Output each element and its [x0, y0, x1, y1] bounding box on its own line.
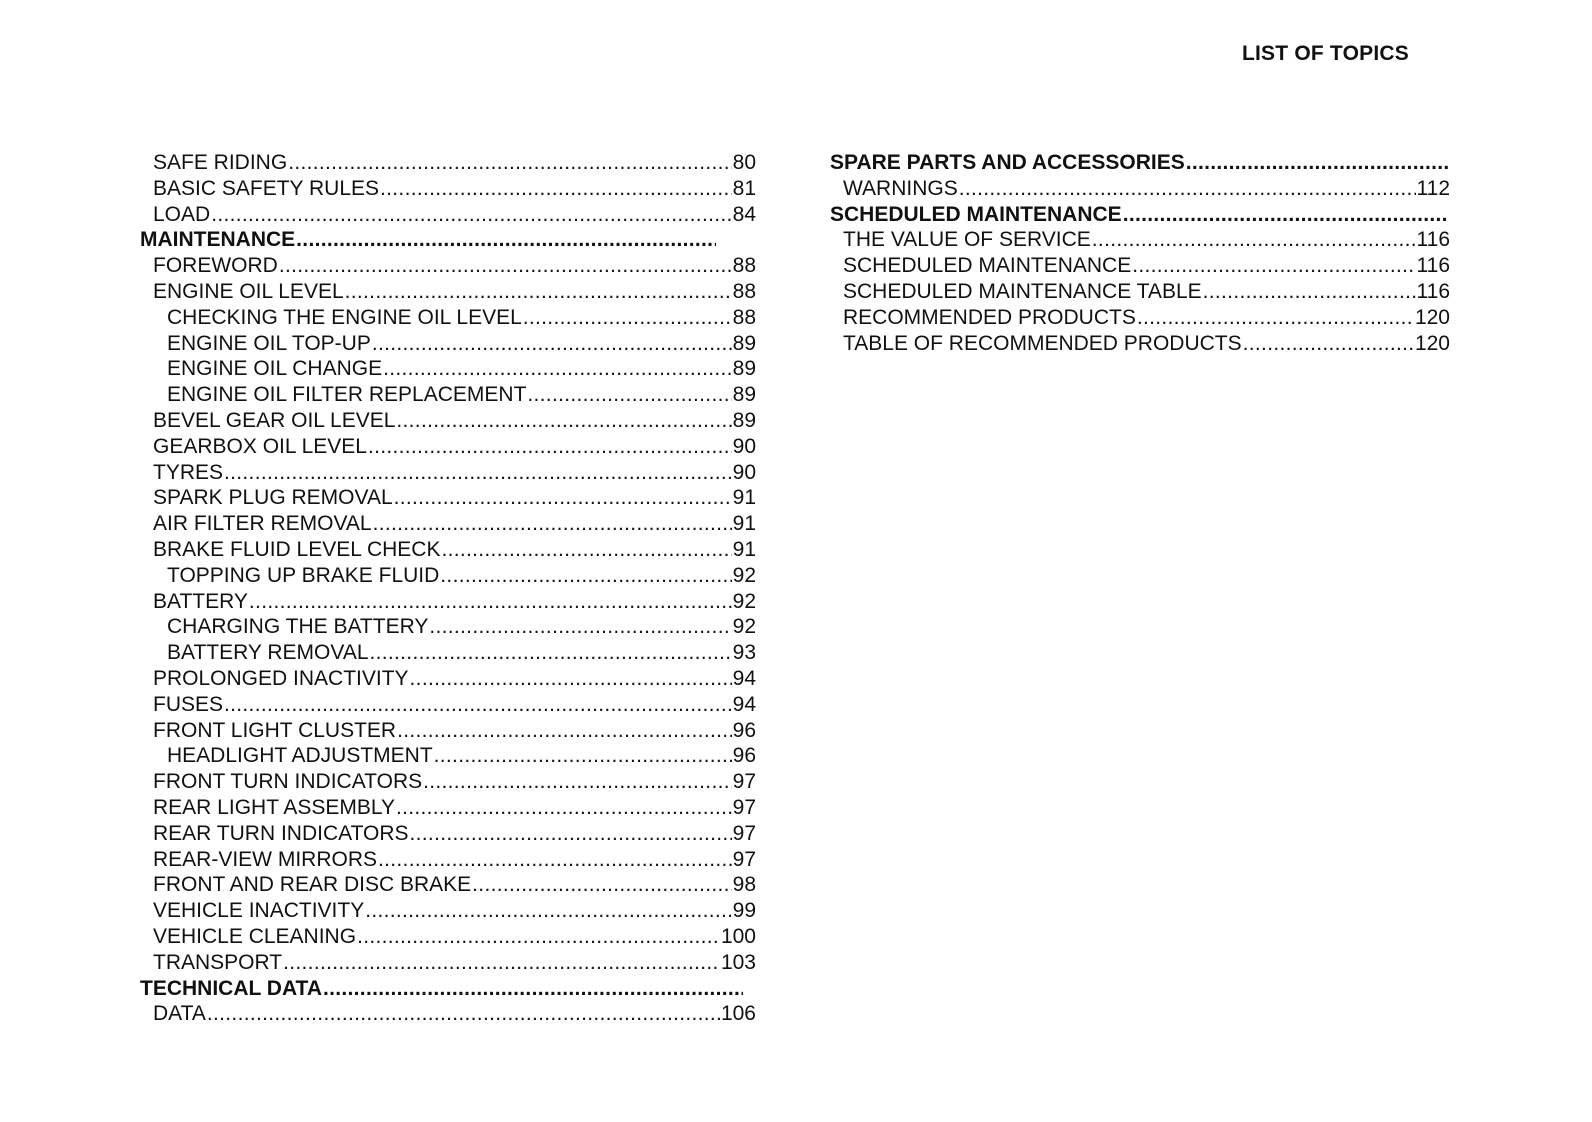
toc-page-number: 97: [732, 770, 756, 794]
toc-page-number: 112: [1416, 176, 1450, 200]
toc-entry-title: TRANSPORT: [153, 950, 283, 974]
toc-dot-leader: [211, 202, 731, 228]
toc-page-number: 89: [732, 331, 756, 355]
toc-entry-title: SAFE RIDING: [153, 151, 288, 174]
toc-dot-leader: [1092, 227, 1416, 253]
toc-page-number: 99: [732, 899, 756, 923]
toc-entry-title: HEADLIGHT ADJUSTMENT: [167, 744, 433, 768]
toc-dot-leader: [373, 511, 732, 537]
toc-page-number: 103: [720, 950, 756, 974]
toc-entry-data[interactable]: [140, 1001, 756, 1027]
toc-entry-scheduled-maintenance-table[interactable]: [830, 279, 1450, 305]
toc-dot-leader: [423, 769, 732, 795]
toc-page-number: 88: [732, 254, 756, 278]
toc-page-number: 93: [732, 641, 756, 665]
toc-entry-vehicle-cleaning[interactable]: [140, 924, 756, 950]
toc-entry-title: ENGINE OIL CHANGE: [167, 357, 383, 381]
toc-dot-leader: [472, 872, 731, 898]
toc-entry-title: BATTERY: [153, 589, 248, 613]
toc-entry-rear-turn-indicators[interactable]: [140, 821, 756, 847]
toc-page-number: 80: [732, 151, 756, 174]
toc-dot-leader: [224, 460, 732, 486]
toc-entry-basic-safety-rules[interactable]: [140, 176, 756, 202]
toc-entry-headlight-adjustment[interactable]: [140, 743, 756, 769]
toc-page-number: 97: [732, 795, 756, 819]
toc-page-number: 90: [732, 460, 756, 484]
toc-entry-title: SCHEDULED MAINTENANCE: [830, 202, 1122, 226]
toc-dot-leader: [527, 382, 731, 408]
toc-entry-rear-view-mirrors[interactable]: [140, 847, 756, 873]
toc-entry-title: FOREWORD: [153, 254, 278, 278]
toc-page-number: 94: [732, 692, 756, 716]
toc-entry-title: REAR LIGHT ASSEMBLY: [153, 795, 395, 819]
toc-entry-title: WARNINGS: [843, 176, 958, 200]
toc-entry-vehicle-inactivity[interactable]: [140, 898, 756, 924]
toc-dot-leader: [440, 563, 731, 589]
toc-dot-leader: [1132, 253, 1415, 279]
toc-dot-leader: [410, 821, 732, 847]
toc-entry-title: THE VALUE OF SERVICE: [843, 228, 1091, 252]
toc-dot-leader: [434, 743, 732, 769]
toc-entry-title: LOAD: [153, 202, 211, 226]
toc-entry-title: SCHEDULED MAINTENANCE TABLE: [843, 279, 1202, 303]
toc-entry-front-turn-indicators[interactable]: [140, 769, 756, 795]
toc-entry-front-light-cluster[interactable]: [140, 718, 756, 744]
toc-entry-title: VEHICLE INACTIVITY: [153, 899, 365, 923]
toc-page-number: 96: [732, 718, 756, 742]
toc-page-number: 92: [732, 563, 756, 587]
toc-entry-title: ENGINE OIL TOP-UP: [167, 331, 371, 355]
toc-dot-leader: [345, 279, 732, 305]
toc-page-number: 106: [720, 1002, 756, 1026]
toc-page-number: 89: [732, 357, 756, 381]
toc-right-column: [830, 150, 1450, 356]
toc-page-number: 97: [732, 847, 756, 871]
toc-dot-leader: [1243, 331, 1414, 357]
toc-entry-air-filter-removal[interactable]: [140, 511, 756, 537]
toc-dot-leader: [523, 305, 732, 331]
toc-entry-checking-the-engine-oil-level[interactable]: [140, 305, 756, 331]
toc-dot-leader: [1203, 279, 1416, 305]
toc-entry-battery[interactable]: [140, 589, 756, 615]
toc-page-number: 91: [732, 486, 756, 510]
toc-entry-title: GEARBOX OIL LEVEL: [153, 434, 367, 458]
toc-dot-leader: [368, 434, 732, 460]
toc-entry-engine-oil-level[interactable]: [140, 279, 756, 305]
toc-page-number: 92: [732, 615, 756, 639]
toc-page-number: 91: [732, 537, 756, 561]
toc-entry-title: TECHNICAL DATA: [140, 976, 322, 1000]
page-title: LIST OF TOPICS: [1242, 42, 1409, 65]
toc-entry-title: VEHICLE CLEANING: [153, 924, 357, 948]
toc-entry-brake-fluid-level-check[interactable]: [140, 537, 756, 563]
toc-dot-leader: [1186, 150, 1449, 176]
toc-entry-title: FUSES: [153, 692, 224, 716]
toc-dot-leader: [383, 356, 732, 382]
toc-entry-topping-up-brake-fluid[interactable]: [140, 563, 756, 589]
toc-page-number: 88: [732, 305, 756, 329]
toc-page-number: 97: [732, 821, 756, 845]
toc-entry-title: BASIC SAFETY RULES: [153, 176, 380, 200]
toc-entry-title: REAR TURN INDICATORS: [153, 821, 409, 845]
toc-page-number: 120: [1414, 331, 1450, 355]
toc-page-number: 81: [732, 176, 756, 200]
toc-entry-title: AIR FILTER REMOVAL: [153, 512, 372, 536]
toc-page-number: 98: [732, 873, 756, 897]
toc-dot-leader: [1123, 202, 1449, 228]
toc-entry-fuses[interactable]: [140, 692, 756, 718]
toc-entry-prolonged-inactivity[interactable]: [140, 666, 756, 692]
toc-entry-title: DATA: [153, 1002, 206, 1026]
toc-page-number: 90: [732, 434, 756, 458]
toc-entry-title: PROLONGED INACTIVITY: [153, 666, 409, 690]
toc-dot-leader: [224, 692, 732, 718]
toc-left-column: [140, 150, 756, 1027]
toc-entry-gearbox-oil-level[interactable]: [140, 434, 756, 460]
toc-entry-title: MAINTENANCE: [140, 228, 296, 252]
toc-page-number: 120: [1414, 305, 1450, 329]
toc-entry-recommended-products[interactable]: [830, 305, 1450, 331]
toc-dot-leader: [1137, 305, 1414, 331]
toc-page-number: 89: [732, 408, 756, 432]
toc-dot-leader: [396, 795, 732, 821]
toc-page-number: 92: [732, 589, 756, 613]
toc-entry-title: RECOMMENDED PRODUCTS: [843, 305, 1136, 329]
toc-dot-leader: [279, 253, 732, 279]
toc-entry-title: BEVEL GEAR OIL LEVEL: [153, 408, 396, 432]
toc-entry-table-of-recommended-products[interactable]: [830, 331, 1450, 357]
toc-entry-foreword[interactable]: [140, 253, 756, 279]
toc-entry-title: FRONT TURN INDICATORS: [153, 770, 423, 794]
toc-entry-spark-plug-removal[interactable]: [140, 485, 756, 511]
toc-dot-leader: [410, 666, 732, 692]
toc-entry-title: TYRES: [153, 460, 224, 484]
toc-entry-rear-light-assembly[interactable]: [140, 795, 756, 821]
toc-dot-leader: [207, 1001, 720, 1027]
toc-page-number: 88: [732, 279, 756, 303]
toc-page-number: 96: [732, 744, 756, 768]
toc-page-number: 91: [732, 512, 756, 536]
toc-dot-leader: [959, 176, 1416, 202]
toc-section-maintenance[interactable]: [140, 227, 756, 253]
toc-section-technical-data[interactable]: [140, 976, 756, 1002]
toc-dot-leader: [397, 718, 732, 744]
toc-entry-title: BATTERY REMOVAL: [167, 641, 369, 665]
toc-entry-charging-the-battery[interactable]: [140, 614, 756, 640]
toc-entry-the-value-of-service[interactable]: [830, 227, 1450, 253]
toc-section-spare-parts-and-accessories[interactable]: [830, 150, 1450, 176]
toc-dot-leader: [365, 898, 731, 924]
toc-page-number: 89: [732, 383, 756, 407]
toc-entry-engine-oil-filter-replacement[interactable]: [140, 382, 756, 408]
toc-dot-leader: [323, 976, 743, 1002]
toc-page-number: 116: [1416, 279, 1450, 303]
toc-dot-leader: [396, 408, 731, 434]
toc-dot-leader: [380, 176, 732, 202]
toc-entry-engine-oil-top-up[interactable]: [140, 331, 756, 357]
toc-entry-title: ENGINE OIL LEVEL: [153, 279, 344, 303]
toc-entry-transport[interactable]: [140, 950, 756, 976]
toc-dot-leader: [283, 950, 720, 976]
toc-dot-leader: [357, 924, 720, 950]
toc-entry-front-and-rear-disc-brake[interactable]: [140, 872, 756, 898]
toc-entry-title: TOPPING UP BRAKE FLUID: [167, 563, 440, 587]
toc-entry-battery-removal[interactable]: [140, 640, 756, 666]
toc-dot-leader: [249, 589, 732, 615]
toc-entry-title: SCHEDULED MAINTENANCE: [843, 254, 1132, 278]
toc-section-scheduled-maintenance[interactable]: [830, 202, 1450, 228]
toc-dot-leader: [429, 614, 731, 640]
toc-entry-warnings[interactable]: [830, 176, 1450, 202]
toc-entry-title: CHARGING THE BATTERY: [167, 615, 429, 639]
toc-page-number: 100: [720, 924, 756, 948]
toc-dot-leader: [378, 847, 732, 873]
toc-entry-load[interactable]: [140, 202, 756, 228]
toc-entry-tyres[interactable]: [140, 460, 756, 486]
toc-entry-engine-oil-change[interactable]: [140, 356, 756, 382]
toc-entry-safe-riding[interactable]: [140, 150, 756, 176]
toc-page-number: 94: [732, 666, 756, 690]
toc-entry-title: REAR-VIEW MIRRORS: [153, 847, 378, 871]
toc-dot-leader: [370, 640, 732, 666]
toc-entry-scheduled-maintenance[interactable]: [830, 253, 1450, 279]
toc-dot-leader: [372, 331, 732, 357]
toc-page-number: 116: [1416, 228, 1450, 252]
toc-entry-title: CHECKING THE ENGINE OIL LEVEL: [167, 305, 522, 329]
toc-entry-title: ENGINE OIL FILTER REPLACEMENT: [167, 383, 527, 407]
toc-page-number: 116: [1416, 254, 1450, 278]
toc-dot-leader: [288, 150, 731, 176]
toc-page-number: 84: [732, 202, 756, 226]
toc-dot-leader: [441, 537, 731, 563]
toc-entry-title: FRONT AND REAR DISC BRAKE: [153, 873, 472, 897]
toc-entry-title: BRAKE FLUID LEVEL CHECK: [153, 537, 441, 561]
toc-entry-title: TABLE OF RECOMMENDED PRODUCTS: [843, 331, 1242, 355]
toc-entry-title: FRONT LIGHT CLUSTER: [153, 718, 397, 742]
toc-dot-leader: [394, 485, 732, 511]
toc-entry-title: SPARK PLUG REMOVAL: [153, 486, 393, 510]
toc-entry-bevel-gear-oil-level[interactable]: [140, 408, 756, 434]
toc-dot-leader: [296, 227, 716, 253]
toc-entry-title: SPARE PARTS AND ACCESSORIES: [830, 151, 1185, 174]
